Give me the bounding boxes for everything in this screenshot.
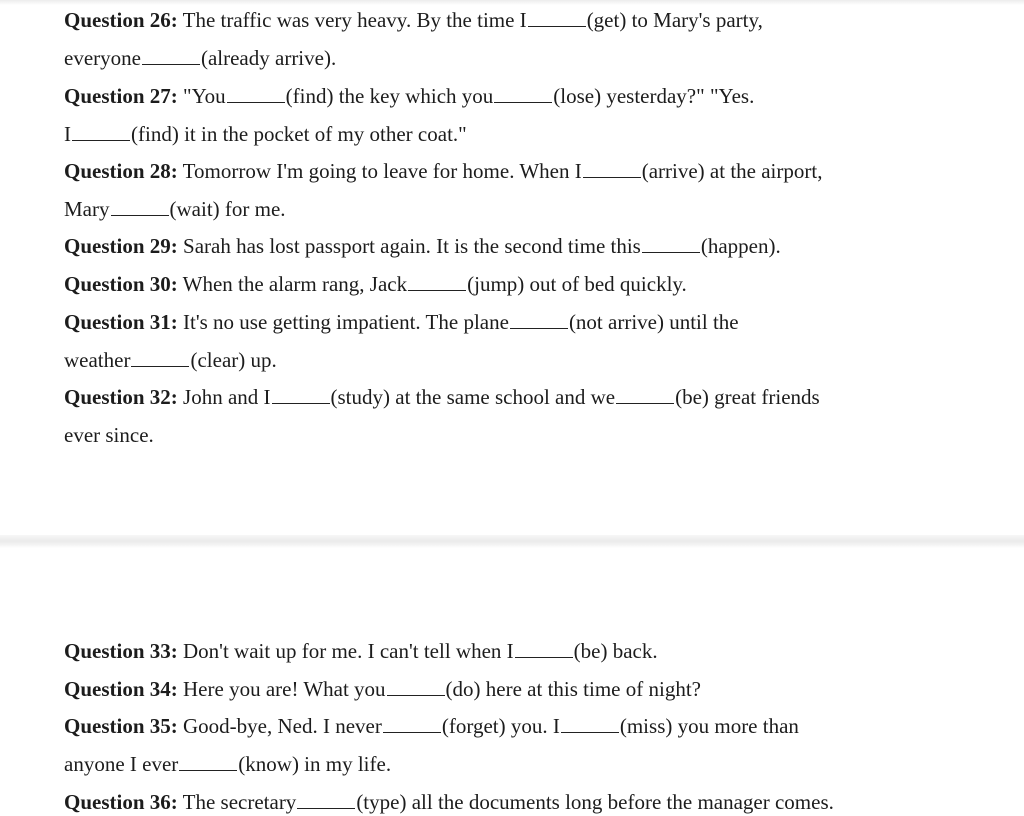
question-text: (know) in my life. bbox=[238, 752, 392, 776]
question-label: Question 30: bbox=[64, 272, 178, 296]
answer-blank[interactable] bbox=[515, 638, 573, 658]
answer-blank[interactable] bbox=[272, 384, 330, 404]
question-text: (type) all the documents long before the manager comes. bbox=[356, 790, 834, 814]
question-text: (get) to Mary's party, bbox=[586, 8, 763, 32]
question-line bbox=[64, 232, 781, 260]
question-line bbox=[64, 675, 701, 703]
question-text: (lose) yesterday?" "Yes. bbox=[553, 84, 755, 108]
question-text: (not arrive) until the bbox=[568, 310, 739, 334]
question-line bbox=[64, 750, 391, 778]
question-text: ever since. bbox=[64, 423, 154, 447]
answer-blank[interactable] bbox=[72, 121, 130, 141]
question-line bbox=[64, 6, 763, 34]
answer-blank[interactable] bbox=[297, 789, 355, 809]
question-text: Mary bbox=[64, 197, 110, 221]
question-text: (be) back. bbox=[573, 639, 658, 663]
question-label: Question 32: bbox=[64, 385, 178, 409]
answer-blank[interactable] bbox=[383, 713, 441, 733]
question-text: Here you are! What you bbox=[177, 677, 386, 701]
question-text: (find) it in the pocket of my other coat." bbox=[131, 122, 467, 146]
question-text: It's no use getting impatient. The plane bbox=[177, 310, 509, 334]
question-label: Question 28: bbox=[64, 159, 178, 183]
question-line bbox=[64, 157, 822, 185]
question-label: Question 27: bbox=[64, 84, 178, 108]
question-line bbox=[64, 788, 834, 816]
question-line bbox=[64, 120, 467, 148]
question-text: (be) great friends bbox=[675, 385, 820, 409]
question-label: Question 36: bbox=[64, 790, 178, 814]
question-line bbox=[64, 308, 739, 336]
question-line bbox=[64, 421, 154, 449]
answer-blank[interactable] bbox=[561, 713, 619, 733]
answer-blank[interactable] bbox=[528, 7, 586, 27]
question-line bbox=[64, 383, 820, 411]
question-text: (already arrive). bbox=[200, 46, 337, 70]
answer-blank[interactable] bbox=[408, 271, 466, 291]
question-text: (find) the key which you bbox=[285, 84, 494, 108]
question-text: weather bbox=[64, 348, 131, 372]
answer-blank[interactable] bbox=[131, 347, 189, 367]
answer-blank[interactable] bbox=[227, 83, 285, 103]
question-text: I bbox=[64, 122, 71, 146]
question-text: John and I bbox=[177, 385, 271, 409]
answer-blank[interactable] bbox=[642, 233, 700, 253]
question-label: Question 29: bbox=[64, 234, 178, 258]
question-label: Question 33: bbox=[64, 639, 178, 663]
question-text: Tomorrow I'm going to leave for home. When I bbox=[177, 159, 582, 183]
answer-blank[interactable] bbox=[510, 309, 568, 329]
answer-blank[interactable] bbox=[387, 676, 445, 696]
question-text: everyone bbox=[64, 46, 141, 70]
question-line bbox=[64, 82, 754, 110]
question-text: (forget) you. I bbox=[441, 714, 560, 738]
question-label: Question 34: bbox=[64, 677, 178, 701]
answer-blank[interactable] bbox=[616, 384, 674, 404]
question-line bbox=[64, 195, 286, 223]
question-line bbox=[64, 712, 799, 740]
question-line bbox=[64, 44, 336, 72]
question-text: (arrive) at the airport, bbox=[641, 159, 823, 183]
question-text: (do) here at this time of night? bbox=[445, 677, 701, 701]
question-text: Don't wait up for me. I can't tell when I bbox=[177, 639, 514, 663]
question-line bbox=[64, 346, 277, 374]
answer-blank[interactable] bbox=[179, 751, 237, 771]
question-line bbox=[64, 637, 658, 665]
question-text: The traffic was very heavy. By the time I bbox=[177, 8, 527, 32]
answer-blank[interactable] bbox=[494, 83, 552, 103]
question-line bbox=[64, 270, 687, 298]
question-text: When the alarm rang, Jack bbox=[177, 272, 408, 296]
top-divider bbox=[0, 0, 1024, 5]
question-text: The secretary bbox=[177, 790, 297, 814]
section-divider bbox=[0, 535, 1024, 548]
question-text: (clear) up. bbox=[190, 348, 277, 372]
question-text: (study) at the same school and we bbox=[330, 385, 616, 409]
answer-blank[interactable] bbox=[583, 158, 641, 178]
question-text: (happen). bbox=[700, 234, 781, 258]
question-label: Question 35: bbox=[64, 714, 178, 738]
question-text: (miss) you more than bbox=[619, 714, 799, 738]
question-text: (wait) for me. bbox=[169, 197, 286, 221]
answer-blank[interactable] bbox=[142, 45, 200, 65]
question-label: Question 26: bbox=[64, 8, 178, 32]
question-label: Question 31: bbox=[64, 310, 178, 334]
question-text: Sarah has lost passport again. It is the second time this bbox=[177, 234, 641, 258]
question-text: "You bbox=[177, 84, 226, 108]
question-text: (jump) out of bed quickly. bbox=[467, 272, 687, 296]
question-text: anyone I ever bbox=[64, 752, 179, 776]
answer-blank[interactable] bbox=[111, 196, 169, 216]
question-text: Good-bye, Ned. I never bbox=[177, 714, 382, 738]
